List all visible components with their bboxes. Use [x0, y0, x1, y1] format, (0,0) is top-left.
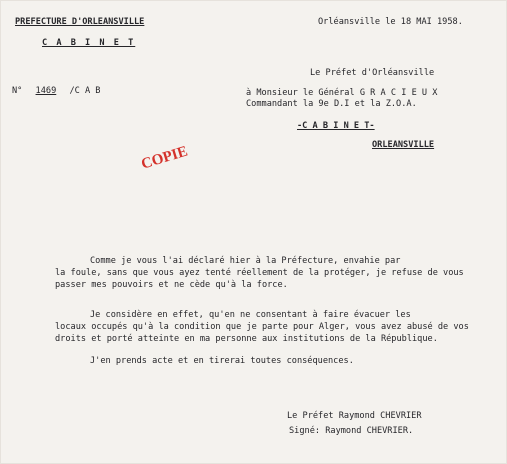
prefecture-heading: PREFECTURE D'ORLEANSVILLE [15, 17, 145, 27]
recipient-line-1: à Monsieur le Général G R A C I E U X [246, 88, 438, 98]
body-paragraph-2-line-2: locaux occupés qu'à la condition que je parte pour Alger, vous avez abusé de vos [55, 322, 469, 332]
body-paragraph-2-line-3: droits et porté atteinte en ma personne aux institutions de la République. [55, 334, 438, 344]
reference-prefix: N° [12, 86, 23, 96]
reference-number [12, 86, 100, 97]
body-paragraph-1-line-3: passer mes pouvoirs et ne cède qu'à la force. [55, 280, 288, 290]
body-paragraph-3-line-1: J'en prends acte et en tirerai toutes conséquences. [90, 356, 354, 366]
recipient-line-2: Commandant la 9e D.I et la Z.O.A. [246, 99, 417, 109]
reference-suffix: /C A B [69, 86, 101, 96]
body-paragraph-2-line-1: Je considère en effet, qu'en ne consentant à faire évacuer les [90, 310, 411, 320]
place-and-date: Orléansville le 18 MAI 1958. [318, 17, 463, 27]
recipient-cabinet: -C A B I N E T- [297, 121, 375, 131]
body-paragraph-1-line-2: la foule, sans que vous ayez tenté réellement de la protéger, je refuse de vous [55, 268, 464, 278]
sender: Le Préfet d'Orléansville [310, 68, 435, 78]
signature-line-1: Le Préfet Raymond CHEVRIER [287, 411, 422, 421]
recipient-city: ORLEANSVILLE [372, 140, 435, 150]
body-paragraph-1-line-1: Comme je vous l'ai déclaré hier à la Préfecture, envahie par [90, 256, 401, 266]
signature-line-2: Signé: Raymond CHEVRIER. [289, 426, 414, 436]
copie-stamp: COPIE [139, 143, 190, 173]
cabinet-heading: C A B I N E T [42, 38, 136, 48]
reference-value: 1469 [35, 86, 57, 96]
